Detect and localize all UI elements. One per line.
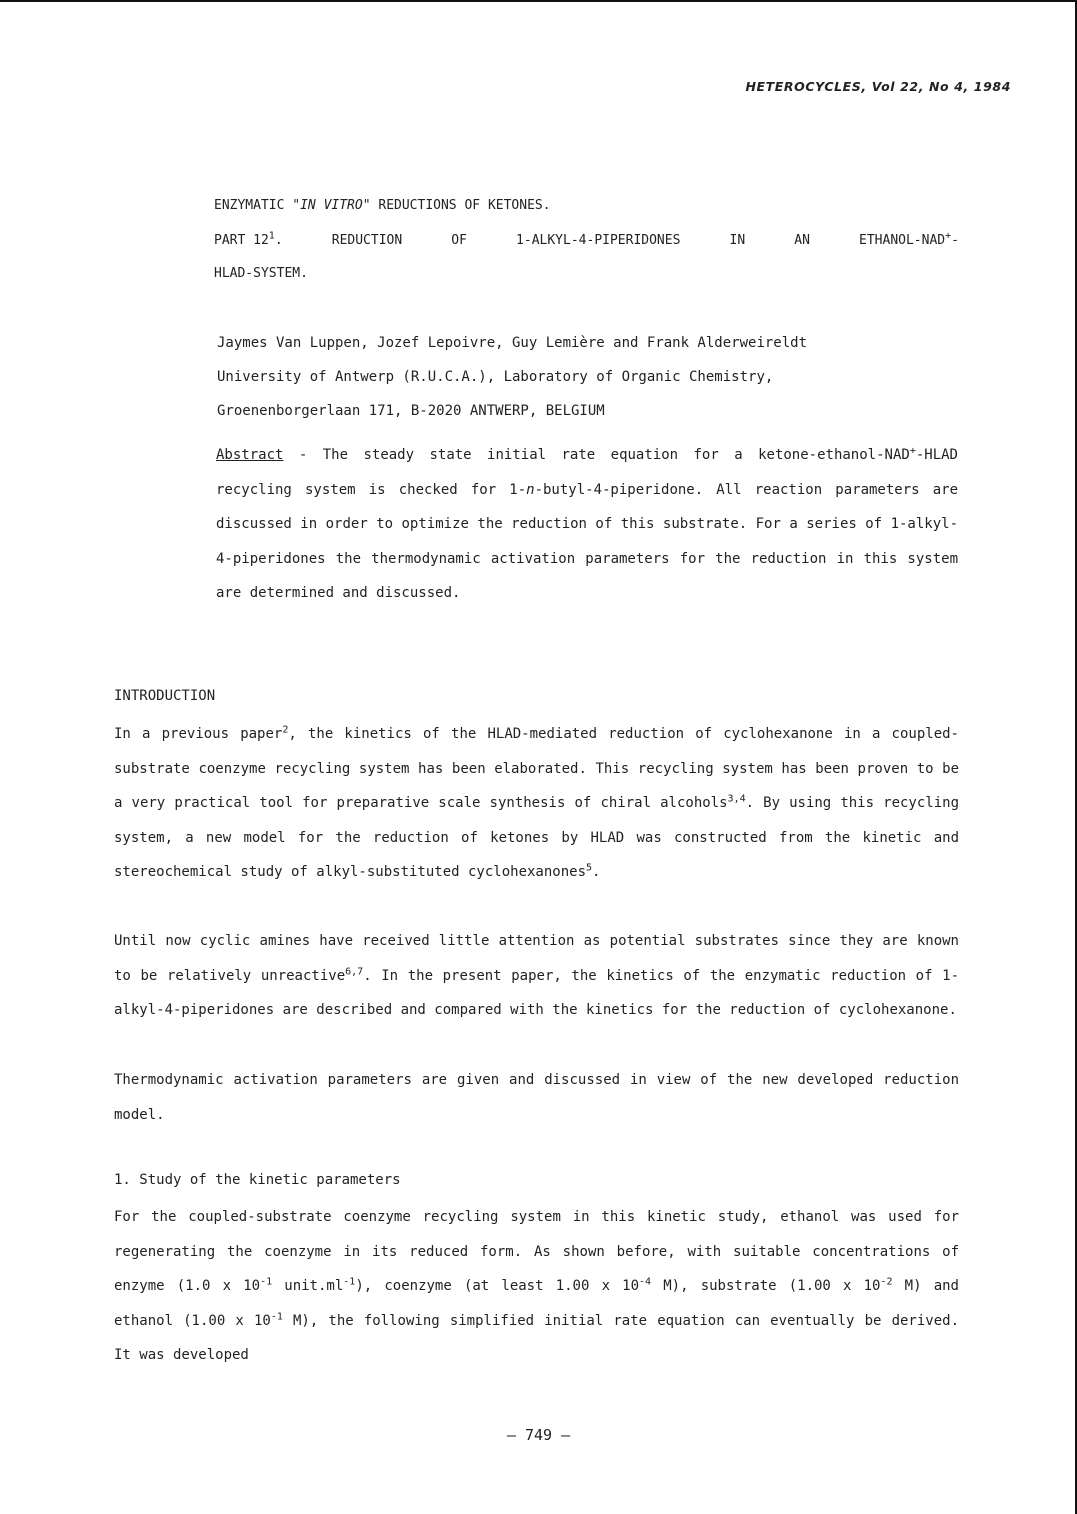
author-affiliation: University of Antwerp (R.U.C.A.), Laboratory of Organic Chemistry, — [217, 369, 774, 385]
title-part: PART $12^1$. — [214, 230, 283, 248]
abstract-label: Abstract — [216, 447, 284, 463]
introduction-heading: INTRODUCTION — [114, 688, 216, 704]
title-line-3: HLAD-SYSTEM. — [214, 266, 308, 281]
abstract: Abstract - The steady state initial rate equation for a ketone-ethanol-NAD+-HLAD recycling system is checked for 1-n-butyl-4-piperidone. All reaction parameters are discussed in order to optimize the reduction of this substrate. For a series of 1-alkyl-4-piperidones the thermodynamic activation parameters for the reduction in this system are determined and discussed. — [216, 445, 959, 602]
introduction-paragraph-2: Until now cyclic amines have received little attention as potential substrates since they are known to be relatively unreactive$^{6,7}$. In the present paper, the kinetics of the enzymatic reduction of 1-alkyl-4-piperidones are described and compared with the kinetics for the reduction of cyclohexanone. — [114, 933, 959, 1019]
title-line-1: ENZYMATIC "IN VITRO" REDUCTIONS OF KETONES. — [214, 198, 551, 213]
title-word: 1-ALKYL-4-PIPERIDONES — [516, 233, 681, 248]
title-line-2 — [214, 230, 959, 248]
author-names: Jaymes Van Luppen, Jozef Lepoivre, Guy Lemière and Frank Alderweireldt — [217, 335, 808, 351]
title-word: AN — [794, 233, 810, 248]
title-word: REDUCTION — [331, 233, 403, 248]
introduction-paragraph-1: In a previous paper$^2$, the kinetics of the HLAD-mediated reduction of cyclohexanone in a coupled-substrate coenzyme recycling system has been elaborated. This recycling system has been proven to be a very practical tool for preparative scale synthesis of chiral alcohols$^{3,4}$. By using this recycling system, a new model for the reduction of ketones by HLAD was constructed from the kinetic and stereochemical study of alkyl-substituted cyclohexanones$^5$. — [114, 724, 959, 881]
journal-header: HETEROCYCLES, Vol 22, No 4, 1984 — [745, 79, 1011, 94]
page-number: — 749 — — [506, 1426, 571, 1444]
kinetic-paragraph: For the coupled-substrate coenzyme recycling system in this kinetic study, ethanol was used for regenerating the coenzyme in its reduced form. As shown before, with suitable concentrations of enzyme (1.0 x $10^{-1}$ $unit.ml^{-1}$), coenzyme (at least 1.00 x $10^{-4}$ M), substrate (1.00 x $10^{-2}$ M) and ethanol (1.00 x $10^{-1}$ M), the following simplified initial rate equation can eventually be derived. It was developed — [114, 1209, 959, 1364]
author-address: Groenenborgerlaan 171, B-2020 ANTWERP, BELGIUM — [217, 403, 605, 419]
title-word: OF — [451, 233, 467, 248]
title-word: ETHANOL-NAD+- — [859, 230, 959, 248]
introduction-paragraph-3: Thermodynamic activation parameters are given and discussed in view of the new developed reduction model. — [114, 1072, 959, 1123]
author-block — [217, 326, 957, 428]
title-word: IN — [729, 233, 746, 248]
kinetic-section-heading: 1. Study of the kinetic parameters — [114, 1172, 401, 1188]
